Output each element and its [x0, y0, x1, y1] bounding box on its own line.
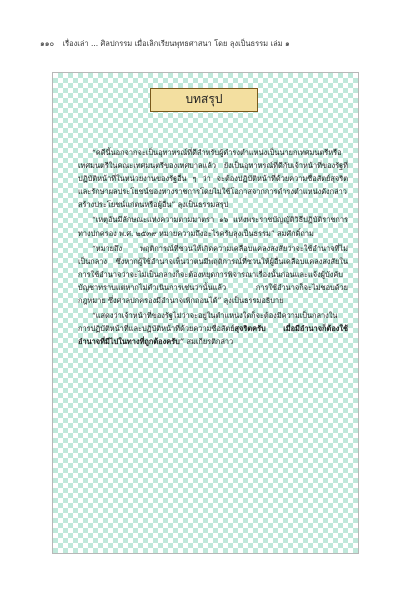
speaker-attribution: สมเกียรติกล่าว	[184, 337, 234, 347]
speaker-attribution: สมศักดิ์ถาม	[274, 228, 314, 238]
speaker-attribution: ลุงเป็นธรรมอธิบาย	[221, 296, 284, 306]
section-title: บทสรุป	[150, 88, 258, 112]
quote-text-bold: สุจริตครับ เมื่อมีอำนาจก็ต้องใช้อำนาจที่มีไปในทางที่ถูกต้องครับ”	[78, 324, 348, 347]
paragraph-3	[78, 242, 348, 307]
paragraph-4	[78, 309, 348, 348]
page-header	[40, 38, 380, 50]
quote-text: “เหตุอันมีลักษณะแห่งความตามมาตรา ๑๖ แห่งพระราชบัญญัติวิธีปฏิบัติราชการทางปกครอง พ.ศ. ๒๕๓๙ หมายความถึงอะไรครับลุงเป็นธรรม”	[78, 215, 348, 238]
quote-text: “หมายถึง พฤติการณ์ที่ชวนให้เกิดความเคลือบแคลงสงสัยว่าจะใช้อำนาจที่ไม่เป็นกลาง ซึ่งหากผู้ใช้อำนาจเห็นว่าตนมีพฤติการณ์ที่ชวนให้ผู้อื่นเคลือบแคลงสงสัยในการใช้อำนาจว่าจะไม่เป็นกลางก็จะต้องหยุดการพิจารณาเรื่องนั้นก่อนและแจ้งผู้บังคับบัญชาทราบแต่หากไม่ดำเนินการเช่นว่านั้นแล้ว การใช้อำนาจก็จะไม่ชอบด้วยกฎหมาย ซึ่งศาลปกครองมีอำนาจเพิกถอนได้”	[78, 243, 348, 306]
quote-text: “แสดงว่าเจ้าหน้าที่ของรัฐไม่ว่าจะอยู่ในตำแหน่งใดก็จะต้องมีความเป็นกลางในการปฏิบัติหน้าที่และปฏิบัติหน้าที่ด้วยความซื่อสัตย์	[78, 311, 338, 334]
running-header: เรื่องเล่า ... ศิลปกรรม เมื่อเลิกเรียนพุทธศาสนา โดย ลุงเป็นธรรม เล่ม ๑	[62, 39, 290, 48]
speaker-attribution: ลุงเป็นธรรมสรุป	[175, 200, 229, 210]
summary-body	[78, 146, 348, 476]
paragraph-1	[78, 146, 348, 211]
page-number: ๑๑๐	[40, 39, 55, 48]
quote-text: “คดีนี้นอกจากจะเป็นอุทาหรณ์ที่ดีสำหรับผู้ดำรงตำแหน่งเป็นนายกเทศมนตรีหรือเทศมนตรีในคณะเทศมนตรีของเทศบาลแล้ว ยังเป็นอุทาหรณ์ที่ดีกับเจ้าหน้าที่ของรัฐที่ปฏิบัติหน้าที่ในหน่วยงานของรัฐอื่น ๆ ว่า จะต้องปฏิบัติหน้าที่ด้วยความซื่อสัตย์สุจริตและรักษาผลประโยชน์ของทางราชการโดยไม่ใช้โอกาสจากการดำรงตำแหน่งดังกล่าวสร้างประโยชน์แก่ตนหรือผู้อื่น”	[78, 148, 348, 210]
paragraph-2	[78, 213, 348, 239]
